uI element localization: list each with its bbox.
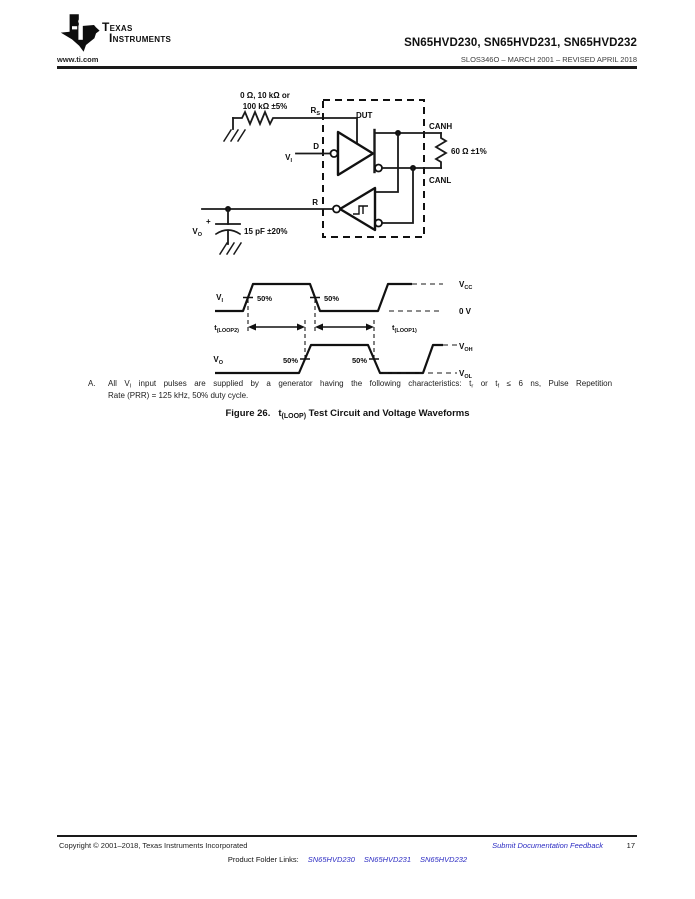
footnote-a-label: A.: [88, 379, 96, 388]
vi-waveform-label: $V_I$: [216, 293, 223, 304]
d-pin-label: D: [313, 142, 319, 151]
test-circuit-diagram: [180, 85, 540, 270]
r-pin-label: R: [312, 198, 318, 207]
vcc-level-label: $V_{CC}$: [459, 280, 473, 291]
website-link[interactable]: www.ti.com: [57, 55, 99, 64]
product-folder-links: [0, 855, 695, 864]
doc-revision-info: SLOS346O – MARCH 2001 – REVISED APRIL 2018: [460, 55, 637, 64]
voh-level-label: $V_{OH}$: [459, 342, 473, 353]
can-driver-symbol: [296, 130, 441, 175]
figure-number: Figure 26.: [225, 408, 271, 419]
canh-label: CANH: [429, 122, 453, 131]
product-link-sn65hvd230[interactable]: SN65HVD230: [307, 855, 355, 864]
canl-label: CANL: [429, 176, 452, 185]
cap-value-label: 15 pF ±20%: [244, 227, 288, 236]
ti-wordmark: [102, 13, 171, 44]
vi-fall-50pct-label: 50%: [324, 294, 340, 303]
dut-label: DUT: [356, 111, 373, 120]
tloop1-label: $t_{(LOOP1)}$: [392, 323, 417, 334]
vol-level-label: $V_{OL}$: [459, 369, 472, 380]
zero-level-label: 0 V: [459, 307, 472, 316]
bus-load-resistor: [436, 133, 446, 168]
series-resistor-value-line2: 100 kΩ ±5%: [242, 102, 288, 111]
vo-node-label: $V_O$: [192, 227, 202, 238]
ti-texas-mark-icon: [60, 13, 100, 53]
vi-rise-50pct-label: 50%: [257, 294, 273, 303]
copyright-notice: Copyright © 2001–2018, Texas Instruments Incorporated: [59, 841, 248, 850]
rs-pin-label: $R_S$: [310, 106, 320, 117]
series-resistor-value-line1: 0 Ω, 10 kΩ or: [240, 91, 290, 100]
header-rule: [57, 66, 637, 69]
vi-node-label: $V_I$: [285, 153, 292, 164]
can-receiver-symbol: [202, 133, 413, 230]
footer-rule: [57, 835, 637, 837]
tloop2-dimension-arrow: [248, 324, 305, 331]
product-link-sn65hvd232[interactable]: SN65HVD232: [419, 855, 468, 864]
tloop1-dimension-arrow: [315, 324, 374, 331]
vo-waveform-trace: [215, 345, 443, 373]
brand-line2: Instruments: [109, 31, 172, 45]
tloop2-label: $t_{(LOOP2)}$: [214, 323, 239, 334]
load-capacitor: [216, 206, 241, 254]
vo-rise-50pct-label: 50%: [282, 356, 298, 365]
product-link-sn65hvd231[interactable]: SN65HVD231: [363, 855, 411, 864]
brand-line1: Texas: [102, 20, 133, 34]
footnote-a: [88, 379, 612, 400]
ti-logo: [60, 13, 171, 53]
cap-polarity-plus: +: [206, 217, 211, 226]
page-number: 17: [626, 841, 635, 850]
footnote-a-text: All $V_I$ input pulses are supplied by a generator having the following characteristics: $t_r$ or $t_f \le 6$ ns, Pulse Repetition Rate (PRR) = 125 kHz, 50% duty cycle.: [108, 379, 613, 400]
vo-waveform-label: $V_O$: [213, 355, 223, 366]
part-numbers-title: SN65HVD230, SN65HVD231, SN65HVD232: [404, 37, 637, 49]
bus-load-resistor-value: 60 Ω ±1%: [451, 147, 487, 156]
figure-caption: Figure 26. $t_{(LOOP)}$ Test Circuit and Voltage Waveforms: [225, 408, 470, 420]
voltage-waveforms-diagram: [195, 268, 495, 385]
submit-feedback-link[interactable]: Submit Documentation Feedback: [492, 841, 603, 850]
product-folder-links-label: Product Folder Links:: [227, 855, 299, 864]
vo-fall-50pct-label: 50%: [351, 356, 367, 365]
source-ground-symbol: [224, 118, 245, 141]
